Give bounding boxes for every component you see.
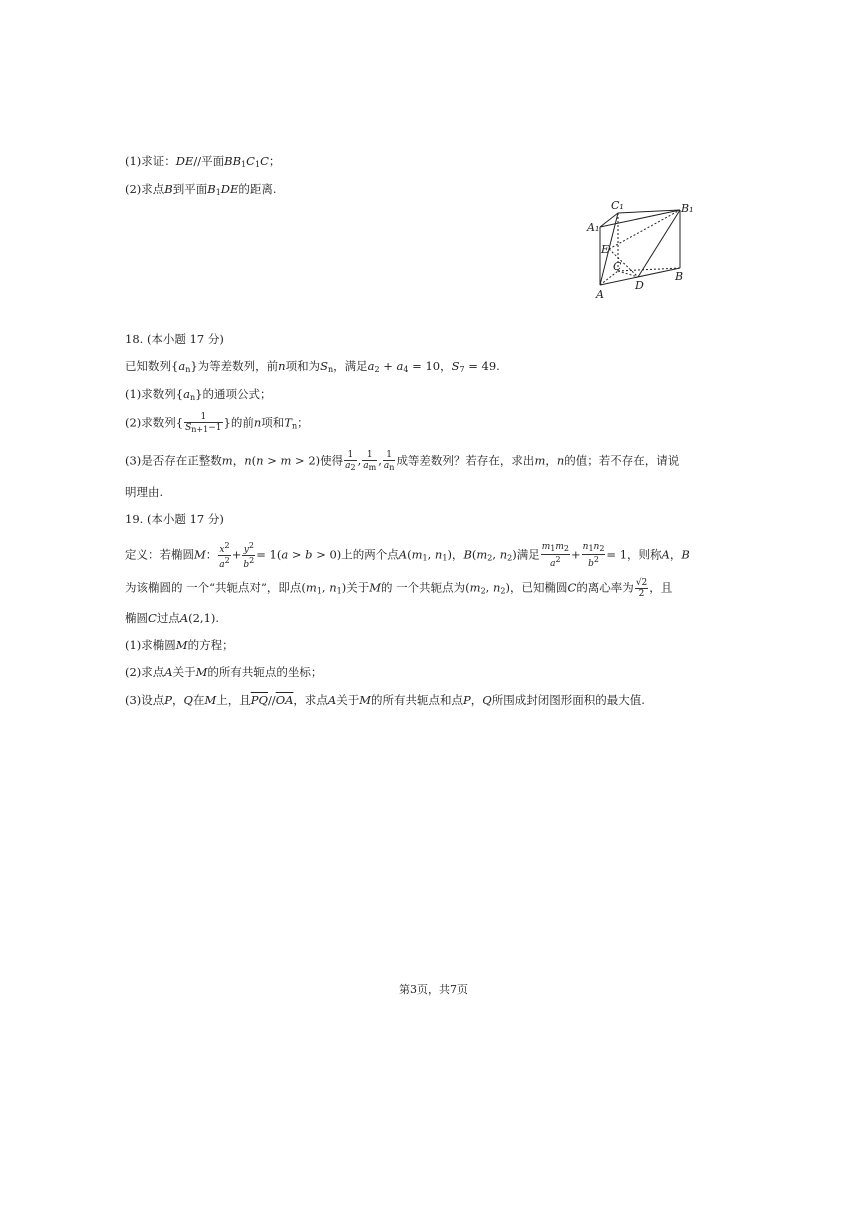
page-footer: 第3页，共7页 — [399, 983, 468, 996]
q19-definition-line3: 椭圆C过点A(2,1). — [125, 611, 220, 625]
q18-part2: (2)求数列{ $\frac{1}{Sn+1-1}$ }的前n项和$T_n$； — [125, 412, 309, 434]
label-a: A — [596, 288, 604, 301]
q18-stem: 已知数列$\{a_n\}$为等差数列，前n项和为$S_n$，满足$a_2 + a_4 = 10$，$S_7 = 49$. — [125, 359, 500, 374]
q17-part1: (1)求证：DE//平面$BB_1C_1C$； — [125, 154, 281, 169]
label-c1: C₁ — [611, 199, 624, 212]
label-b: B — [675, 270, 684, 283]
q19-part2: (2)求点A关于M的所有共轭点的坐标； — [125, 665, 323, 679]
label-e: E — [601, 243, 610, 256]
label-b1: B₁ — [681, 202, 694, 215]
q18-part3: (3)是否存在正整数m，n(n > m > 2)使得 $\frac{1}{a2}$ , $\frac{1}{am}$ , $\frac{1}{an}$ 成等差数列？若存在，求出m，n的值；若不存在，请说 — [125, 450, 680, 472]
q19-part1: (1)求椭圆M的方程； — [125, 638, 234, 652]
q19-definition-line1: 定义：若椭圆M： $\frac{x2}{a2}$ + $\frac{y2}{b2}$ = 1(a > b > 0)上的两个点$A(m_1$, $n_1$)，$B(m_2$, $n_2$)满足 $\frac{m1m2}{a2}$ + $\frac{n1n2}{b2}$ = 1，则称A，B — [125, 541, 690, 570]
q19-part3: (3)设点P，Q在M上，且$\overline{PQ}//\overline{OA}$，求点A关于M的所有共轭点和点P，Q所围成封闭图形面积的最大值. — [125, 693, 645, 707]
q18-part3-cont: 明理由. — [125, 485, 164, 499]
edge-b1d — [638, 210, 680, 277]
prism-figure — [580, 195, 700, 305]
q19-definition-line2: 为该椭圆的 一个“共轭点对”，即点($m_1$, $n_1$)关于M的 一个共轭点为($m_2$, $n_2$)，已知椭圆C的离心率为 $\frac{√2}{2}$ ，且 — [125, 578, 673, 599]
q18-header: 18. (本小题 17 分) — [125, 332, 224, 346]
label-a1: A₁ — [587, 221, 600, 234]
q17-part2: (2)求点B到平面$B_1DE$的距离. — [125, 182, 277, 197]
label-d: D — [635, 279, 644, 292]
label-c: C — [613, 260, 622, 273]
q18-part1: (1)求数列$\{a_n\}$的通项公式； — [125, 387, 272, 402]
q19-header: 19. (本小题 17 分) — [125, 512, 224, 526]
edge-eb1-hidden — [609, 210, 680, 249]
edge-a1b1 — [600, 210, 680, 227]
